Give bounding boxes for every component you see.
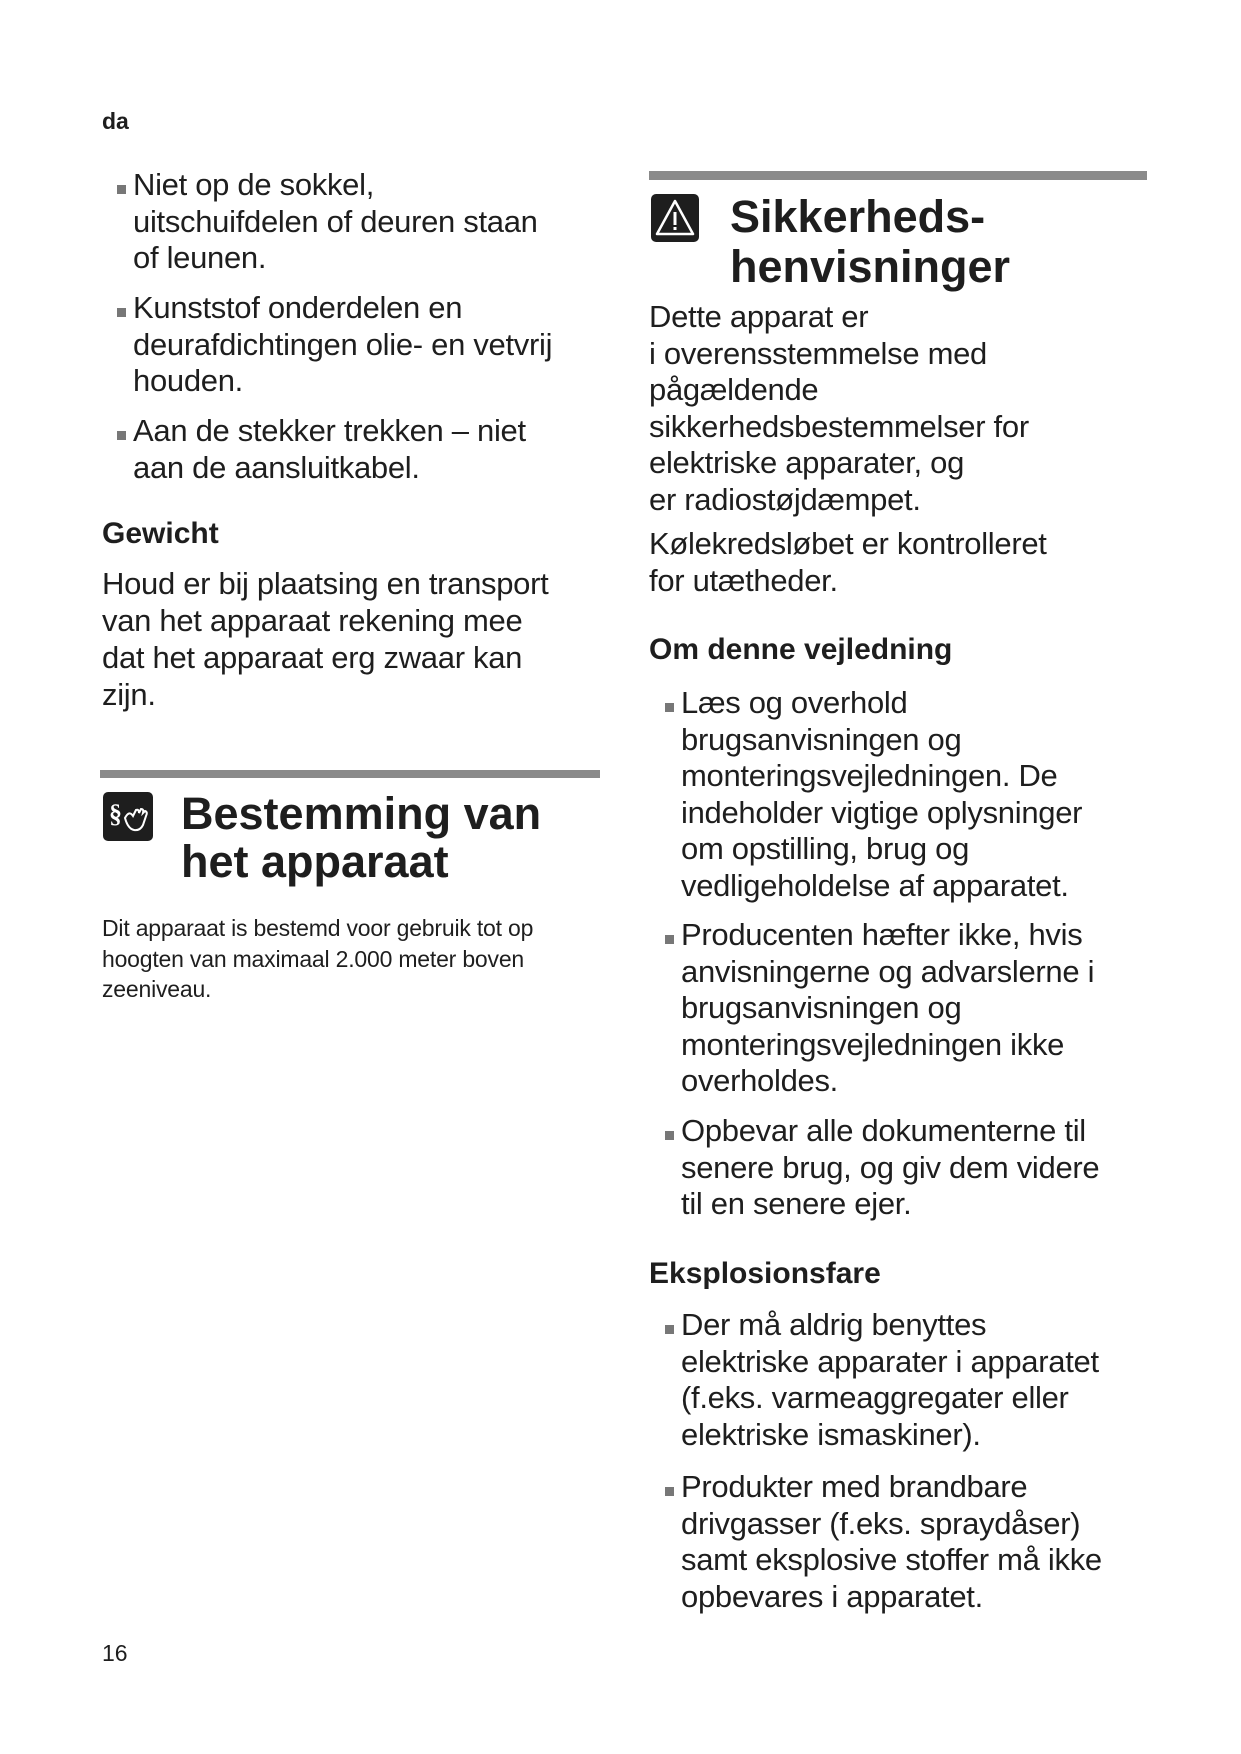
text-line: vedligeholdelse af apparatet.: [681, 867, 1069, 903]
guide-heading: Om denne vejledning: [649, 633, 953, 666]
text-line: Aan de stekker trekken – niet: [119, 413, 526, 450]
text-line: overholdes.: [681, 1063, 838, 1098]
text-line: senere brug, og giv dem videre: [681, 1149, 1100, 1185]
bullet-square-icon: [117, 431, 126, 440]
warning-icon: [651, 194, 699, 242]
bullet-item: [681, 685, 1082, 904]
text-line: monteringsvejledningen. De: [681, 758, 1058, 793]
bullet-square-icon: [665, 1487, 674, 1496]
text-line: Læs og overhold: [667, 685, 1082, 722]
text-line: Der må aldrig benyttes: [667, 1307, 1099, 1344]
text-line: hoogten van maximaal 2.000 meter boven: [102, 945, 524, 972]
text-line: for utætheder.: [649, 562, 838, 598]
text-line: deurafdichtingen olie- en vetvrij: [133, 326, 553, 362]
text-line: dat het apparaat erg zwaar kan: [102, 640, 523, 675]
text-line: henvisninger: [730, 241, 1011, 292]
text-line: elektriske apparater, og: [649, 445, 965, 480]
text-line: Niet op de sokkel,: [119, 167, 538, 204]
text-line: Producenten hæfter ikke, hvis: [667, 917, 1094, 954]
text-line: elektriske apparater i apparatet: [681, 1343, 1099, 1379]
text-line: Bestemming van: [181, 788, 542, 839]
text-line: Kunststof onderdelen en: [119, 290, 552, 327]
text-line: sikkerhedsbestemmelser for: [649, 408, 1029, 444]
text-line: het apparaat: [181, 836, 449, 887]
section-text: [102, 913, 533, 1005]
text-line: opbevares i apparatet.: [681, 1578, 983, 1614]
bullet-square-icon: [665, 703, 674, 712]
text-line: Houd er bij plaatsing en transport: [102, 566, 549, 601]
text-line: elektriske ismaskiner).: [681, 1416, 981, 1452]
text-line: i overensstemmelse med: [649, 335, 987, 371]
text-line: Kølekredsløbet er kontrolleret: [649, 526, 1047, 561]
bullet-item: [133, 167, 538, 277]
text-line: monteringsvejledningen ikke: [681, 1026, 1065, 1062]
intro-text: [649, 299, 1029, 518]
text-line: indeholder vigtige oplysninger: [681, 794, 1083, 830]
text-line: Dit apparaat is bestemd voor gebruik tot op: [102, 915, 534, 941]
paragraph-hand-icon: [103, 792, 153, 841]
section-title-bestemming: [181, 790, 541, 886]
bullet-square-icon: [117, 185, 126, 194]
intro-text-2: [649, 526, 1047, 599]
page-number: 16: [102, 1640, 128, 1666]
text-line: houden.: [133, 363, 243, 398]
bullet-square-icon: [665, 1325, 674, 1334]
text-line: anvisningerne og advarslerne i: [681, 953, 1095, 989]
bullet-square-icon: [117, 308, 126, 317]
svg-text:§: §: [109, 799, 122, 828]
bullet-item: [133, 290, 552, 400]
bullet-square-icon: [665, 1131, 674, 1140]
text-line: brugsanvisningen og: [681, 721, 962, 757]
text-line: zeeniveau.: [102, 976, 212, 1002]
bullet-item: [133, 413, 526, 486]
text-line: om opstilling, brug og: [681, 831, 970, 866]
language-label: da: [102, 108, 129, 134]
text-line: til en senere ejer.: [681, 1186, 912, 1221]
text-line: Sikkerheds-: [730, 191, 986, 242]
section-divider: [100, 770, 600, 778]
weight-text: [102, 565, 548, 713]
text-line: Dette apparat er: [649, 299, 869, 334]
text-line: Opbevar alle dokumenterne til: [667, 1113, 1099, 1150]
text-line: aan de aansluitkabel.: [133, 449, 420, 485]
text-line: brugsanvisningen og: [681, 990, 962, 1025]
text-line: drivgasser (f.eks. spraydåser): [681, 1505, 1081, 1541]
text-line: uitschuifdelen of deuren staan: [133, 203, 538, 239]
text-line: of leunen.: [133, 240, 267, 275]
bullet-item: [681, 1113, 1099, 1223]
text-line: samt eksplosive stoffer må ikke: [681, 1542, 1102, 1577]
text-line: van het apparaat rekening mee: [102, 603, 523, 638]
bullet-item: [681, 1307, 1099, 1453]
bullet-square-icon: [665, 935, 674, 944]
section-divider: [649, 171, 1147, 180]
bullet-item: [681, 1469, 1102, 1615]
text-line: Produkter med brandbare: [667, 1469, 1102, 1506]
text-line: (f.eks. varmeaggregater eller: [681, 1380, 1069, 1415]
explosion-heading: Eksplosionsfare: [649, 1257, 881, 1290]
bullet-item: [681, 917, 1094, 1100]
weight-heading: Gewicht: [102, 517, 219, 550]
text-line: pågældende: [649, 372, 819, 407]
section-title-sikkerhed: [730, 192, 1010, 292]
text-line: zijn.: [102, 677, 156, 712]
text-line: er radiostøjdæmpet.: [649, 481, 921, 517]
